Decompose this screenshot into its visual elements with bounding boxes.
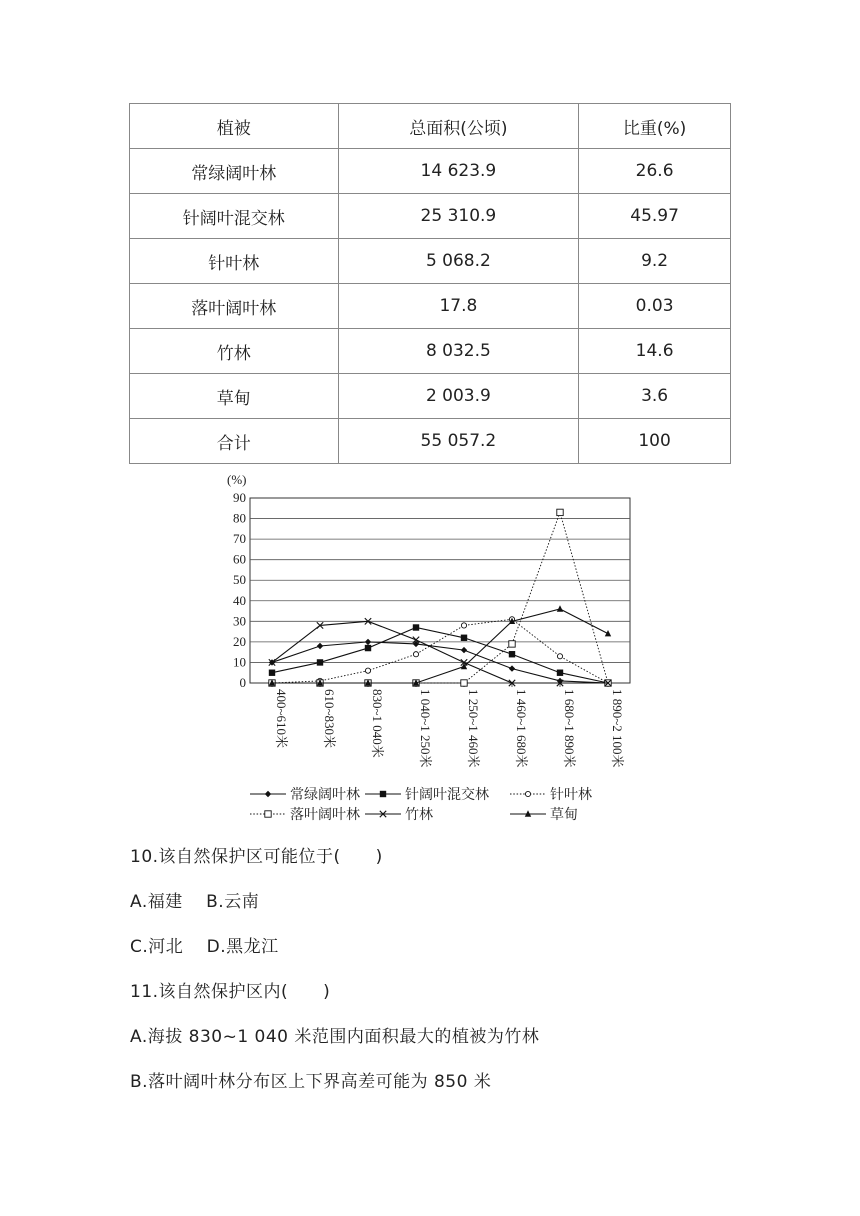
legend-item <box>250 806 360 823</box>
data-point <box>557 509 563 515</box>
data-point <box>365 668 370 673</box>
x-tick-label: 400~610米 <box>274 689 289 749</box>
legend-item <box>365 786 489 803</box>
y-tick-label: 30 <box>233 613 246 629</box>
table-cell: 55 057.2 <box>338 419 579 464</box>
question-11: 11.该自然保护区内( ) <box>130 982 331 1002</box>
data-point <box>461 647 467 653</box>
legend-label: 常绿阔叶林 <box>290 788 360 803</box>
data-point <box>557 670 563 676</box>
data-point <box>605 630 611 636</box>
table-row <box>130 239 731 284</box>
table-cell: 8 032.5 <box>338 329 579 374</box>
table-cell: 0.03 <box>579 284 731 329</box>
data-point <box>557 605 563 611</box>
table-header-row <box>130 104 731 149</box>
table-cell: 2 003.9 <box>338 374 579 419</box>
table-cell: 5 068.2 <box>338 239 579 284</box>
x-tick-label: 1 890~2 100米 <box>610 689 625 768</box>
y-tick-label: 60 <box>233 551 246 567</box>
data-point <box>365 645 371 651</box>
data-point <box>413 624 419 630</box>
table-cell: 3.6 <box>579 374 731 419</box>
y-tick-label: 20 <box>233 633 246 649</box>
table-row <box>130 374 731 419</box>
legend-item <box>510 807 578 823</box>
data-point <box>509 641 515 647</box>
data-point <box>557 654 562 659</box>
legend-marker <box>525 791 530 796</box>
data-point <box>365 639 371 645</box>
table-cell: 草甸 <box>130 374 339 419</box>
table-row <box>130 284 731 329</box>
y-tick-label: 90 <box>233 490 246 505</box>
table-row <box>130 419 731 464</box>
table-cell: 针阔叶混交林 <box>130 194 339 239</box>
table-cell: 常绿阔叶林 <box>130 149 339 194</box>
header-vegetation: 植被 <box>130 104 339 149</box>
vegetation-table <box>129 103 731 464</box>
x-tick-label: 830~1 040米 <box>370 689 385 758</box>
y-axis-unit: (%) <box>227 472 247 487</box>
table-row <box>130 194 731 239</box>
data-point <box>461 623 466 628</box>
data-point <box>509 651 515 657</box>
question-10: 10.该自然保护区可能位于( ) <box>130 847 383 867</box>
x-tick-label: 1 680~1 890米 <box>562 689 577 768</box>
x-tick-label: 1 460~1 680米 <box>514 689 529 768</box>
x-tick-label: 610~830米 <box>322 689 337 749</box>
y-tick-label: 50 <box>233 572 246 588</box>
y-tick-label: 40 <box>233 592 246 608</box>
table-cell: 合计 <box>130 419 339 464</box>
series-4 <box>269 618 611 686</box>
question-10-options-ab: A.福建 B.云南 <box>130 892 260 912</box>
legend-label: 针阔叶混交林 <box>405 788 489 803</box>
data-point <box>509 665 515 671</box>
question-11-option-b: B.落叶阔叶林分布区上下界高差可能为 850 米 <box>130 1072 492 1092</box>
y-tick-label: 10 <box>233 654 246 670</box>
legend-marker <box>265 811 271 817</box>
data-point <box>317 659 323 665</box>
table-cell: 100 <box>579 419 731 464</box>
question-10-options-cd: C.河北 D.黑龙江 <box>130 937 279 957</box>
legend-marker <box>265 791 271 797</box>
table-cell: 落叶阔叶林 <box>130 284 339 329</box>
data-point <box>461 680 467 686</box>
header-proportion: 比重(%) <box>579 104 731 149</box>
table-cell: 26.6 <box>579 149 731 194</box>
table-cell: 17.8 <box>338 284 579 329</box>
data-point <box>461 635 467 641</box>
y-tick-label: 80 <box>233 510 246 526</box>
elevation-distribution-chart <box>215 470 635 830</box>
y-tick-label: 70 <box>233 531 246 547</box>
data-point <box>269 670 275 676</box>
data-point <box>317 643 323 649</box>
legend-label: 竹林 <box>405 808 433 823</box>
plot-frame <box>250 498 630 683</box>
table-row <box>130 329 731 374</box>
table-cell: 9.2 <box>579 239 731 284</box>
table-cell: 针叶林 <box>130 239 339 284</box>
table-cell: 14 623.9 <box>338 149 579 194</box>
table-cell: 45.97 <box>579 194 731 239</box>
table-row <box>130 149 731 194</box>
legend-label: 针叶林 <box>550 788 592 803</box>
table-cell: 14.6 <box>579 329 731 374</box>
legend-label: 落叶阔叶林 <box>290 808 360 823</box>
y-tick-label: 0 <box>239 675 246 690</box>
x-tick-label: 1 040~1 250米 <box>418 689 433 768</box>
legend-item <box>250 786 360 803</box>
question-11-option-a: A.海拔 830~1 040 米范围内面积最大的植被为竹林 <box>130 1027 540 1047</box>
legend-item <box>510 786 592 803</box>
data-point <box>413 652 418 657</box>
header-total-area: 总面积(公顷) <box>338 104 579 149</box>
table-cell: 25 310.9 <box>338 194 579 239</box>
legend-label: 草甸 <box>550 808 578 823</box>
x-tick-label: 1 250~1 460米 <box>466 689 481 768</box>
legend-item <box>365 806 433 823</box>
legend-marker <box>380 791 386 797</box>
table-cell: 竹林 <box>130 329 339 374</box>
